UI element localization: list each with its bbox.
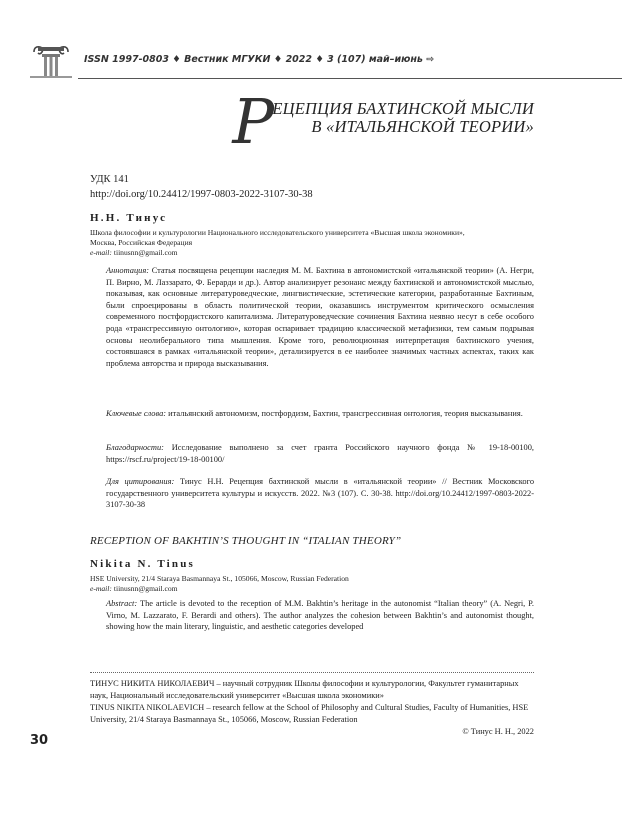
affiliation-line-2: Москва, Российская Федерация [90, 238, 193, 248]
author-affiliation-ru [90, 228, 535, 259]
author-name-en: Nikita N. Tinus [90, 558, 196, 570]
journal-issn-line: ISSN 1997-0803 ♦ Вестник МГУКИ ♦ 2022 ♦ 3 (107) май–июнь ⇨ [84, 54, 435, 65]
acknowledgements-ru [106, 442, 534, 465]
abstract-label: Аннотация: [106, 266, 150, 275]
email-label-en: e-mail: [90, 584, 112, 594]
title-drop-cap: Р [232, 85, 275, 158]
keywords-label: Ключевые слова: [106, 409, 167, 418]
column-capital-logo-icon [30, 42, 72, 78]
abstract-en [106, 598, 534, 633]
email-link[interactable]: tiinusnn@gmail.com [113, 248, 178, 258]
keywords-ru [106, 408, 534, 420]
thanks-text: Исследование выполнено за счет гранта Российского научного фонда № 19-18-00100, https://rscf.ru/project/19-18-00100/ [106, 443, 535, 464]
abstract-text: Статья посвящена рецепции наследия М. М. Бахтина в автономистской «итальянской теории» (А. Негри, П. Вирно, М. Лаззарато, Ф. Берарди и др.). Автор анализирует резонанс между бахтинской и автономистской мыслью, показывая, как основные литературоведческие, лингвистические, эстетические категории, разработанные Бахтиным, были спроецированы в область политической теории, оказавшись инструментом критического осмысления современного постфордистского капитализма. Литературоведческие сочинения Бахтина неявно несут в себе особого рода «трансгрессивную онтологию», которая оспаривает традицию классической метафизики, тем самым подрывая основы неолиберального типа мышления. Кроме того, революционная интерпретация бахтинского учения, состоявшаяся в рамках «итальянской теории», детализируется в ее наиболее значимых частных аспектах, таких как проблема авторства и природа высказывания. [106, 266, 534, 368]
author-bio-ru [90, 678, 535, 701]
email-line-ru [90, 248, 535, 258]
udc-code: УДК 141 [90, 174, 129, 185]
bio-ru-text: ТИНУС НИКИТА НИКОЛАЕВИЧ – научный сотрудник Школы философии и культурологии, Факультет гуманитарных наук, Национальный исследовательский университет «Высшая школа экономики» [90, 679, 519, 700]
title-line-2: В «ИТАЛЬЯНСКОЙ ТЕОРИИ» [311, 117, 534, 136]
copyright: © Тинус Н. Н., 2022 [462, 727, 534, 736]
header-rule [78, 78, 622, 79]
footnote-separator [90, 672, 534, 673]
article-title-en: RECEPTION OF BAKHTIN’S THOUGHT IN “ITALIAN THEORY” [90, 535, 402, 547]
article-meta [90, 172, 313, 202]
thanks-label: Благодарности: [106, 443, 164, 452]
citation-ru [106, 476, 534, 511]
abstract-label-en: Abstract: [106, 599, 138, 608]
doi-link[interactable]: http://doi.org/10.24412/1997-0803-2022-3107-30-38 [90, 189, 313, 200]
email-line-en [90, 584, 535, 594]
abstract-text-en: The article is devoted to the reception of M.M. Bakhtin’s heritage in the autonomist “Italian theory” (A. Negri, P. Virno, M. Lazzarato, F. Berardi and others). The author analyzes the cohesion between Bakhtin’s and autonomist thought, showing how the main literary, linguistic, and aesthetic categories developed [106, 599, 534, 632]
cite-label: Для цитирования: [106, 477, 175, 486]
email-link-en[interactable]: tiinusnn@gmail.com [113, 584, 178, 594]
author-bio-en [90, 702, 535, 725]
email-label: e-mail: [90, 248, 112, 258]
affiliation-en-line: HSE University, 21/4 Staraya Basmannaya St., 105066, Moscow, Russian Federation [90, 574, 349, 583]
abstract-ru [106, 265, 534, 369]
bio-en-text: TINUS NIKITA NIKOLAEVICH – research fellow at the School of Philosophy and Cultural Studies, Faculty of Humanities, HSE University, 21/4 Staraya Basmannaya St., 105066, Moscow, Russian Federation [90, 703, 529, 724]
keywords-text: итальянский автономизм, постфордизм, Бахтин, трансгрессивная онтология, теория высказывания. [168, 409, 523, 418]
title-line-1: ЕЦЕПЦИЯ БАХТИНСКОЙ МЫСЛИ [272, 99, 534, 118]
author-affiliation-en [90, 574, 535, 594]
article-title-ru [232, 85, 534, 158]
page-number: 30 [30, 733, 49, 748]
affiliation-line-1: Школа философии и культурологии Национального исследовательского университета «Высшая школа экономики», [90, 228, 465, 237]
author-name-ru: Н.Н. Тинус [90, 212, 168, 224]
running-header [30, 40, 600, 80]
cite-text: Тинус Н.Н. Рецепция бахтинской мысли в «итальянской теории» // Вестник Московского государственного университета культуры и искусств. 2022. №3 (107). С. 30-38. http://doi.org/10.24412/1997-0803-2022-3107-30-38 [106, 477, 535, 510]
